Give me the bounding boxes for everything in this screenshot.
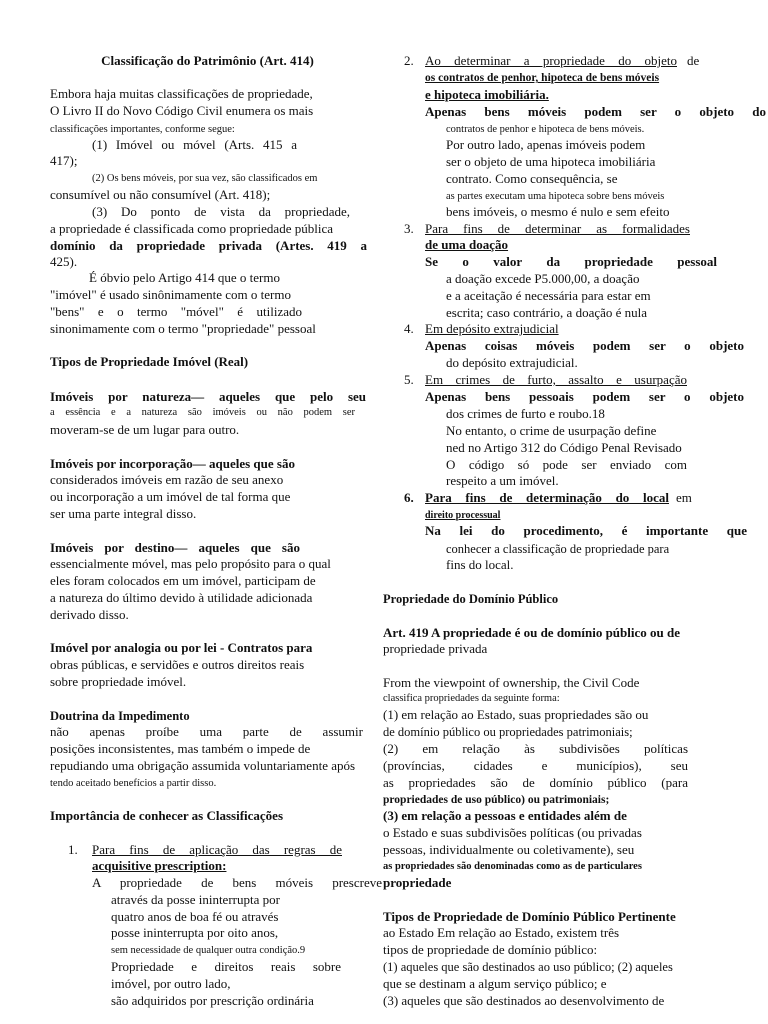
types-line: ao Estado Em relação ao Estado, existem três bbox=[383, 925, 620, 940]
natureza-heading: Imóveis por natureza— aqueles que pelo seu bbox=[50, 389, 366, 404]
intro-line: 425). bbox=[50, 254, 78, 269]
list-item-line: Apenas bens móveis podem ser o objeto do bbox=[425, 104, 766, 119]
article-line: propriedade privada bbox=[383, 641, 488, 656]
list-item-line: do depósito extrajudicial. bbox=[446, 355, 578, 370]
viewpoint-line: propriedade bbox=[383, 875, 452, 890]
intro-line: sinonimamente com o termo "propriedade" pessoal bbox=[50, 321, 316, 336]
list-item-line: Propriedade e direitos reais sobre bbox=[111, 959, 341, 974]
incorporacao-line: ou incorporação a um imóvel de tal forma que bbox=[50, 489, 291, 504]
list-item-line: Por outro lado, apenas imóveis podem bbox=[446, 137, 646, 152]
list-item-line: Apenas bens pessoais podem ser o objeto bbox=[425, 389, 744, 404]
section-heading: Propriedade do Domínio Público bbox=[383, 592, 559, 606]
doutrina-line: tendo aceitado benefícios a partir disso. bbox=[50, 778, 217, 789]
destino-line: eles foram colocados em um imóvel, participam de bbox=[50, 573, 316, 588]
list-item-line: Apenas coisas móveis podem ser o objeto bbox=[425, 338, 744, 353]
intro-line: classificações importantes, conforme segue: bbox=[50, 124, 235, 135]
intro-line: É óbvio pelo Artigo 414 que o termo bbox=[89, 270, 281, 285]
incorporacao-line: ser uma parte integral disso. bbox=[50, 506, 197, 521]
viewpoint-line: de domínio público ou propriedades patrimoniais; bbox=[383, 725, 633, 739]
doutrina-heading: Doutrina da Impedimento bbox=[50, 709, 190, 723]
viewpoint-line: as propriedades são denominadas como as de particulares bbox=[383, 861, 642, 872]
section-heading: Tipos de Propriedade Imóvel (Real) bbox=[50, 354, 249, 369]
list-item-line: a doação excede P5.000,00, a doação bbox=[446, 271, 640, 286]
intro-line: Embora haja muitas classificações de propriedade, bbox=[50, 86, 313, 101]
list-item-line: Em depósito extrajudicial bbox=[425, 321, 559, 336]
list-item-line: através da posse ininterrupta por bbox=[111, 892, 280, 907]
list-item-line: Para fins de aplicação das regras de bbox=[92, 842, 342, 857]
section-heading: Importância de conhecer as Classificações bbox=[50, 808, 284, 823]
list-item-line: os contratos de penhor, hipoteca de bens móveis bbox=[425, 72, 660, 84]
doutrina-line: posições inconsistentes, mas também o impede de bbox=[50, 741, 311, 756]
types-line: (3) aqueles que são destinados ao desenvolvimento de bbox=[383, 993, 665, 1008]
list-item-line: Ao determinar a propriedade do objeto bbox=[425, 53, 677, 68]
incorporacao-line: considerados imóveis em razão de seu anexo bbox=[50, 472, 284, 487]
doutrina-line: repudiando uma obrigação assumida voluntariamente após bbox=[50, 758, 356, 773]
viewpoint-line: (2) em relação às subdivisões políticas bbox=[383, 741, 688, 756]
intro-line: domínio da propriedade privada (Artes. 419 a bbox=[50, 238, 367, 253]
natureza-line: a essência e a natureza são imóveis ou não podem ser bbox=[50, 407, 355, 418]
list-item-line: A propriedade de bens móveis prescreve bbox=[92, 875, 382, 890]
list-item-line: direito processual bbox=[425, 510, 501, 521]
list-number: 6. bbox=[404, 490, 414, 505]
viewpoint-line: classifica propriedades da seguinte forma: bbox=[383, 693, 560, 704]
types-line: tipos de propriedade de domínio público: bbox=[383, 942, 598, 957]
destino-line: essencialmente móvel, mas pelo propósito para o qual bbox=[50, 556, 331, 571]
intro-line: "imóvel" é usado sinônimamente com o termo bbox=[50, 287, 291, 302]
list-item-line: Para fins de determinar as formalidades bbox=[425, 221, 690, 236]
list-item-line: quatro anos de boa fé ou através bbox=[111, 909, 279, 924]
intro-line: (3) Do ponto de vista da propriedade, bbox=[92, 204, 350, 219]
list-item-line: respeito a um imóvel. bbox=[446, 473, 559, 488]
incorporacao-heading: Imóveis por incorporação— aqueles que são bbox=[50, 456, 295, 471]
intro-line: (1) Imóvel ou móvel (Arts. 415 a bbox=[92, 137, 297, 152]
viewpoint-line: (províncias, cidades e municípios), seu bbox=[383, 758, 688, 773]
types-heading: Tipos de Propriedade de Domínio Público Pertinente bbox=[383, 909, 676, 924]
intro-line: 417); bbox=[50, 153, 78, 168]
list-item-line: contrato. Como consequência, se bbox=[446, 171, 618, 186]
analogia-heading: Imóvel por analogia ou por lei - Contratos para bbox=[50, 640, 313, 655]
list-item-line: escrita; caso contrário, a doação é nula bbox=[446, 305, 648, 320]
list-number: 2. bbox=[404, 53, 414, 68]
viewpoint-line: as propriedades são de domínio público (para bbox=[383, 775, 688, 790]
page-title: Classificação do Patrimônio (Art. 414) bbox=[101, 53, 314, 68]
list-item-line: acquisitive prescription: bbox=[92, 858, 227, 873]
list-item-line: O código só pode ser enviado com bbox=[446, 457, 687, 472]
list-item-line: as partes executam uma hipoteca sobre bens móveis bbox=[446, 191, 665, 202]
article-heading: Art. 419 A propriedade é ou de domínio público ou de bbox=[383, 625, 680, 640]
intro-line: O Livro II do Novo Código Civil enumera os mais bbox=[50, 103, 314, 118]
list-item-line: em bbox=[676, 490, 692, 505]
destino-line: a natureza do último devido à utilidade adicionada bbox=[50, 590, 313, 605]
list-item-line: imóvel, por outro lado, bbox=[111, 976, 231, 991]
list-number: 1. bbox=[68, 842, 78, 857]
list-item-line: conhecer a classificação de propriedade para bbox=[446, 542, 670, 556]
doutrina-line: não apenas proíbe uma parte de assumir bbox=[50, 724, 363, 739]
list-item-line: fins do local. bbox=[446, 557, 514, 572]
list-item-line: Na lei do procedimento, é importante que bbox=[425, 523, 747, 538]
viewpoint-line: pessoas, individualmente ou coletivamente), seu bbox=[383, 842, 635, 857]
natureza-line: moveram-se de um lugar para outro. bbox=[50, 422, 240, 437]
viewpoint-line: propriedades de uso público) ou patrimoniais; bbox=[383, 794, 610, 806]
list-item-line: ser o objeto de uma hipoteca imobiliária bbox=[446, 154, 656, 169]
list-item-line: No entanto, o crime de usurpação define bbox=[446, 423, 657, 438]
analogia-line: sobre propriedade imóvel. bbox=[50, 674, 187, 689]
viewpoint-line: (1) em relação ao Estado, suas propriedades são ou bbox=[383, 707, 649, 722]
list-item-line: ned no Artigo 312 do Código Penal Revisado bbox=[446, 440, 682, 455]
list-item-line: de uma doação bbox=[425, 237, 509, 252]
viewpoint-line: From the viewpoint of ownership, the Civil Code bbox=[383, 675, 640, 690]
viewpoint-line: (3) em relação a pessoas e entidades além de bbox=[383, 808, 627, 823]
list-item-line: posse ininterrupta por oito anos, bbox=[111, 925, 279, 940]
list-item-line: de bbox=[687, 53, 700, 68]
analogia-line: obras públicas, e servidões e outros direitos reais bbox=[50, 657, 305, 672]
types-line: (1) aqueles que são destinados ao uso público; (2) aqueles bbox=[383, 960, 673, 974]
list-number: 5. bbox=[404, 372, 414, 387]
list-item-line: e a aceitação é necessária para estar em bbox=[446, 288, 651, 303]
list-item-line: sem necessidade de qualquer outra condição.9 bbox=[111, 945, 306, 956]
intro-line: "bens" e o termo "móvel" é utilizado bbox=[50, 304, 302, 319]
list-item-line: são adquiridos por prescrição ordinária bbox=[111, 993, 314, 1008]
list-item-line: e hipoteca imobiliária. bbox=[425, 87, 549, 102]
intro-line: consumível ou não consumível (Art. 418); bbox=[50, 187, 271, 202]
destino-heading: Imóveis por destino— aqueles que são bbox=[50, 540, 300, 555]
list-item-line: dos crimes de furto e roubo.18 bbox=[446, 406, 605, 421]
list-number: 3. bbox=[404, 221, 414, 236]
viewpoint-line: o Estado e suas subdivisões políticas (ou privadas bbox=[383, 825, 642, 840]
list-item-line: contratos de penhor e hipoteca de bens móveis. bbox=[446, 124, 645, 135]
types-line: que se destinam a algum serviço público; e bbox=[383, 976, 607, 991]
list-number: 4. bbox=[404, 321, 414, 336]
list-item-line: bens imóveis, o mesmo é nulo e sem efeito bbox=[446, 204, 670, 219]
list-item-line: Para fins de determinação do local bbox=[425, 490, 669, 505]
destino-line: derivado disso. bbox=[50, 607, 129, 622]
intro-line: (2) Os bens móveis, por sua vez, são classificados em bbox=[92, 173, 318, 184]
list-item-line: Em crimes de furto, assalto e usurpação bbox=[425, 372, 687, 387]
list-item-line: Se o valor da propriedade pessoal bbox=[425, 254, 717, 269]
intro-line: a propriedade é classificada como propriedade pública bbox=[50, 221, 333, 236]
